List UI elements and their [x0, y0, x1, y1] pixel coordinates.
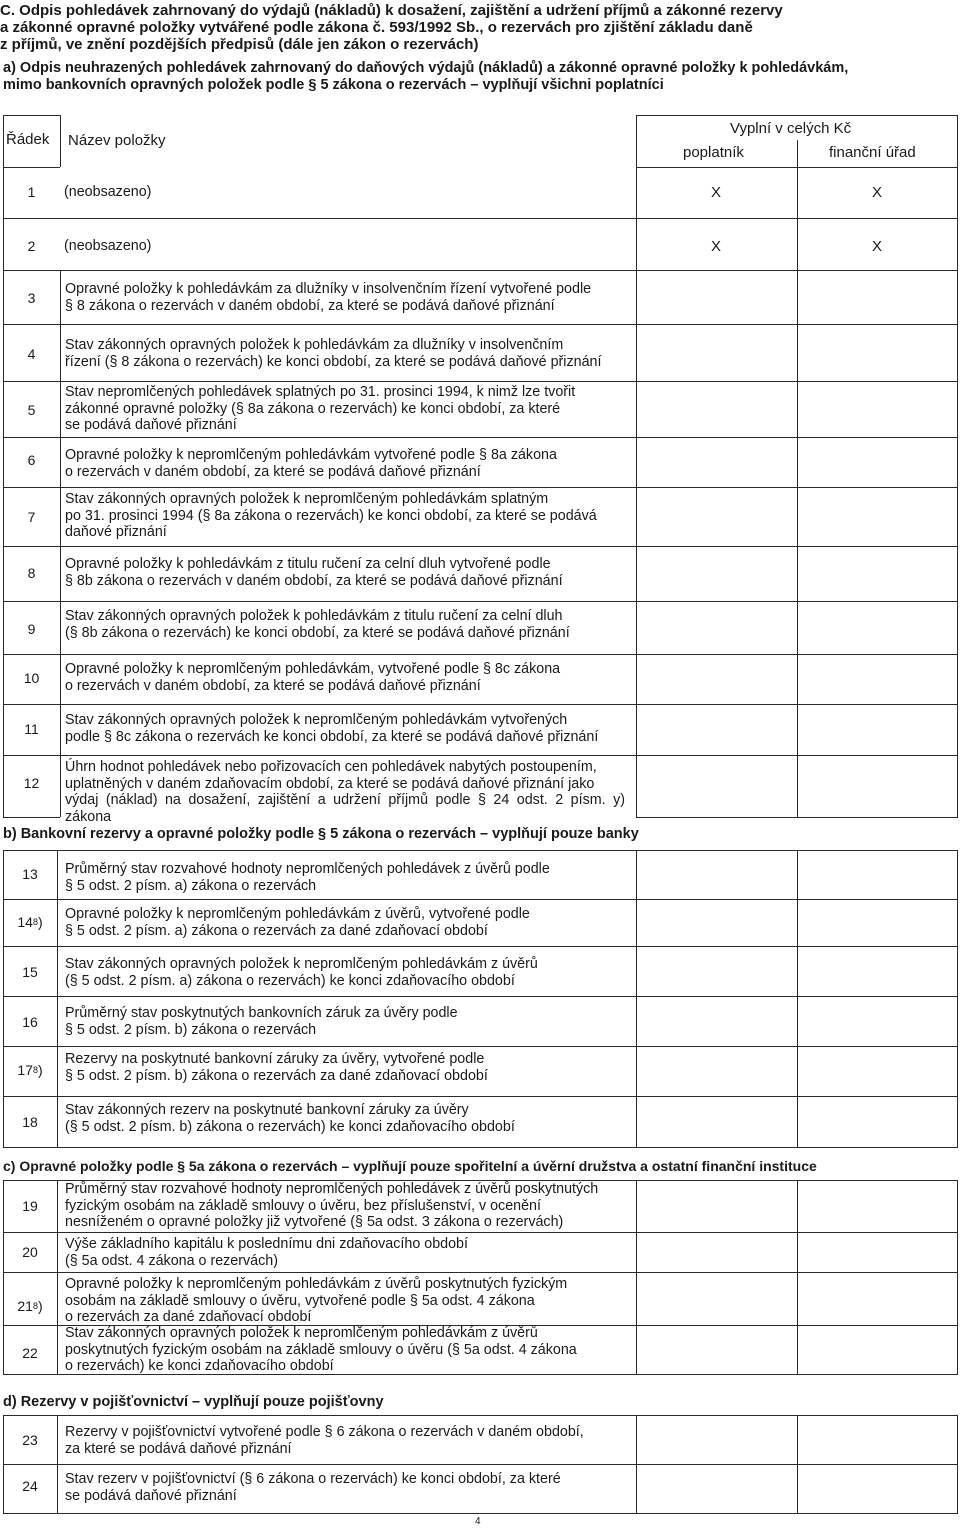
row-label-line: Stav zákonných opravných položek k nepromlčeným pohledávkám z úvěrů — [65, 956, 538, 972]
footnote-paren: ) — [37, 914, 43, 930]
heading-line-1: C. Odpis pohledávek zahrnovaný do výdajů (nákladů) k dosažení, zajištění a udržení příjmů a zákonné rezervy — [0, 2, 783, 19]
row-number-value: 21 — [17, 1298, 33, 1314]
row-label — [65, 1424, 625, 1457]
row-label-line: zákonné opravné položky (§ 8a zákona o rezervách) ke konci období, za které — [65, 400, 561, 417]
row-label-line: Stav zákonných opravných položek k pohledávkám za dlužníky v insolvenčním — [65, 337, 564, 353]
row-label-line: po 31. prosinci 1994 (§ 8a zákona o rezervách) ke konci období, za které se podává — [65, 507, 597, 524]
value-cell-financni-urad[interactable] — [798, 1181, 957, 1374]
row-label-line: Stav rezerv v pojišťovnictví (§ 6 zákona o rezervách) ke konci období, za které — [65, 1471, 561, 1487]
row-number: 22 — [22, 1345, 38, 1361]
row-number: 3 — [27, 290, 36, 306]
row-label-line: Stav zákonných opravných položek k pohledávkám z titulu ručení za celní dluh — [65, 608, 563, 624]
row-label-line: Stav zákonných opravných položek k nepromlčeným pohledávkám vytvořených — [65, 712, 568, 728]
row-label-line: Rezervy na poskytnuté bankovní záruky za úvěry, vytvořené podle — [65, 1051, 485, 1067]
row-number: 12 — [23, 775, 40, 791]
row-label — [65, 491, 625, 541]
table-a-header-top-right — [636, 115, 958, 116]
row-label — [65, 1325, 625, 1375]
row-label-line: se podává daňové přiznání — [65, 1487, 237, 1504]
row-number: 20 — [22, 1244, 38, 1260]
row-label-line: Opravné položky k nepromlčeným pohledávkám z úvěrů poskytnutých fyzickým — [65, 1276, 568, 1292]
row-number: 13 — [22, 866, 38, 882]
row-label-line: (§ 5 odst. 2 písm. b) zákona o rezervách) ke konci zdaňovacího období — [65, 1118, 515, 1135]
row-label-line: (§ 5 odst. 2 písm. a) zákona o rezervách) ke konci zdaňovacího období — [65, 972, 515, 989]
page-number: 4 — [475, 1516, 481, 1527]
table-a-header-bottom-right — [636, 167, 958, 168]
row-label-line: o rezervách v daném období, za které se podává daňové přiznání — [65, 463, 481, 480]
row-label-line: nesníženém o opravné položky již vytvořené (§ 5a odst. 3 zákona o rezervách) — [65, 1214, 564, 1231]
table-a-bottom-right — [636, 817, 958, 818]
footnote-ref: 8 — [32, 1301, 38, 1311]
table-a-num-divider — [60, 270, 61, 817]
table-a-bottom-left — [3, 817, 60, 818]
row-label-line: Opravné položky k nepromlčeným pohledávkám z úvěrů, vytvořené podle — [65, 906, 530, 922]
footnote-ref: 8 — [32, 1065, 38, 1075]
row-label — [65, 759, 625, 825]
section-c-title: c) Opravné položky podle § 5a zákona o rezervách – vyplňují pouze spořitelní a úvěrní družstva a ostatní finanční instituce — [3, 1158, 817, 1174]
table-c-num-divider — [57, 1180, 58, 1374]
row-number: 11 — [24, 721, 39, 737]
section-a-line-2: mimo bankovních opravných položek podle § 5 zákona o rezervách – vyplňují všichni poplatníci — [3, 77, 664, 93]
section-d-title: d) Rezervy v pojišťovnictví – vyplňují pouze pojišťovny — [3, 1394, 384, 1410]
footnote-paren: ) — [37, 1062, 43, 1078]
row-label-line: Výše základního kapitálu k poslednímu dni zdaňovacího období — [65, 1236, 468, 1252]
row-label — [65, 712, 625, 745]
row-label-line: výdaj (náklad) na dosažení, zajištění a udržení příjmů podle § 24 odst. 2 písm. y) zákona — [65, 792, 625, 825]
row-label-line: Opravné položky k pohledávkám za dlužníky v insolvenčním řízení vytvořené podle — [65, 281, 592, 297]
row-number: 5 — [27, 402, 36, 418]
row-label — [65, 1471, 625, 1504]
row-label-line: Průměrný stav poskytnutých bankovních záruk za úvěry podle — [65, 1005, 458, 1021]
table-b-bottom-border — [3, 1147, 958, 1148]
value-cell-poplatnik[interactable] — [637, 1416, 797, 1513]
row-number: 24 — [22, 1478, 38, 1494]
row-label — [65, 1181, 625, 1231]
table-a-right-border — [957, 115, 958, 817]
row-label-line: podle § 8c zákona o rezervách ke konci období, za které se podává daňové přiznání — [65, 728, 599, 745]
row-label-line: za které se podává daňové přiznání — [65, 1440, 292, 1457]
table-a-radek-divider — [60, 115, 61, 167]
header-financni-urad: finanční úřad — [829, 144, 916, 161]
row-label-line: (§ 8b zákona o rezervách) ke konci období, za které se podává daňové přiznání — [65, 624, 570, 641]
row-number — [3, 1058, 57, 1082]
row-label-line: uplatněných v daném zdaňovacím období, za které se podává daňové přiznání jako — [65, 775, 595, 792]
row-label — [65, 1005, 625, 1038]
row-number — [3, 1294, 57, 1318]
section-b-title: b) Bankovní rezervy a opravné položky podle § 5 zákona o rezervách – vyplňují pouze banky — [3, 826, 639, 842]
row-label-line: Průměrný stav rozvahové hodnoty nepromlčených pohledávek z úvěrů podle — [65, 861, 550, 877]
value-cell-poplatnik[interactable] — [637, 271, 797, 817]
row-label — [65, 906, 625, 939]
table-b-right-border — [957, 850, 958, 1148]
row-separator — [3, 218, 958, 219]
value-cell-poplatnik[interactable] — [637, 1181, 797, 1374]
row-label-line: § 5 odst. 2 písm. a) zákona o rezervách — [65, 877, 317, 894]
row-label-line: Opravné položky k nepromlčeným pohledávkám vytvořené podle § 8a zákona — [65, 447, 557, 463]
row-label-line: Stav nepromlčených pohledávek splatných po 31. prosinci 1994, k nimž lze tvořit — [65, 384, 576, 400]
cell-crossed-out: X — [711, 184, 722, 201]
row-label-line: § 8 zákona o rezervách v daném období, za které se podává daňové přiznání — [65, 297, 555, 314]
row-label-line: řízení (§ 8 zákona o rezervách) ke konci období, za které se podává daňové přiznání — [65, 353, 602, 370]
value-cell-poplatnik[interactable] — [637, 851, 797, 1147]
row-number: 23 — [22, 1432, 38, 1448]
value-cell-financni-urad[interactable] — [798, 271, 957, 817]
footnote-ref: 8 — [32, 917, 38, 927]
row-label — [65, 956, 625, 989]
row-label — [65, 608, 625, 641]
row-label-line: Rezervy v pojišťovnictví vytvořené podle § 6 zákona o rezervách v daném období, — [65, 1424, 584, 1440]
row-label-line: poskytnutých fyzickým osobám na základě smlouvy o úvěru (§ 5a odst. 4 zákona — [65, 1341, 577, 1358]
row-label-line: § 8b zákona o rezervách v daném období, za které se podává daňové přiznání — [65, 572, 563, 589]
row-label-line: § 5 odst. 2 písm. a) zákona o rezervách za dané zdaňovací období — [65, 922, 488, 939]
row-label-line: Opravné položky k pohledávkám z titulu ručení za celní dluh vytvořené podle — [65, 556, 551, 572]
header-poplatnik: poplatník — [683, 144, 744, 161]
table-a-top-border-left — [3, 115, 60, 116]
row-label: (neobsazeno) — [64, 184, 152, 200]
row-label-line: daňové přiznání — [65, 524, 167, 541]
section-a-line-1: a) Odpis neuhrazených pohledávek zahrnovaný do daňových výdajů (nákladů) a zákonné opravné položky k pohledávkám, — [3, 60, 849, 76]
section-a-title — [3, 60, 958, 94]
table-d-bottom-border — [3, 1513, 958, 1514]
row-label — [65, 337, 625, 370]
row-label-line: § 5 odst. 2 písm. b) zákona o rezervách za dané zdaňovací období — [65, 1067, 488, 1084]
row-label-line: Stav zákonných opravných položek k nepromlčeným pohledávkám z úvěrů — [65, 1325, 538, 1341]
row-number: 4 — [27, 346, 36, 362]
row-label-line: Stav zákonných rezerv na poskytnuté bankovní záruky za úvěry — [65, 1102, 469, 1118]
row-number-value: 17 — [17, 1062, 33, 1078]
row-number: 1 — [27, 184, 36, 200]
row-number: 16 — [22, 1014, 38, 1030]
form-section-heading — [0, 2, 960, 53]
row-label-line: o rezervách) ke konci zdaňovacího období — [65, 1358, 334, 1375]
row-number: 7 — [27, 509, 36, 525]
row-number-value: 14 — [17, 914, 33, 930]
row-label — [65, 1276, 625, 1326]
table-b-num-divider — [57, 850, 58, 1148]
header-nazev: Název položky — [68, 132, 166, 149]
cell-crossed-out: X — [872, 238, 883, 255]
row-number: 18 — [22, 1114, 38, 1130]
row-label — [65, 556, 625, 589]
row-label-line: o rezervách za dané zdaňovací období — [65, 1309, 312, 1326]
row-label-line: fyzickým osobám na základě smlouvy o úvěru, bez příslušenství, v ocenění — [65, 1197, 541, 1214]
cell-crossed-out: X — [711, 238, 722, 255]
cell-crossed-out: X — [872, 184, 883, 201]
row-number: 6 — [27, 452, 36, 468]
row-label: (neobsazeno) — [64, 238, 152, 254]
row-label-line: Opravné položky k nepromlčeným pohledávkám, vytvořené podle § 8c zákona — [65, 661, 561, 677]
table-b-left-border — [3, 850, 4, 1148]
table-a-header-bottom-left — [3, 167, 60, 168]
header-radek: Řádek — [6, 131, 50, 148]
row-label — [65, 861, 625, 894]
row-number: 15 — [22, 964, 38, 980]
row-label-line: (§ 5a odst. 4 zákona o rezervách) — [65, 1252, 278, 1269]
row-label — [65, 1051, 625, 1084]
row-label — [65, 1236, 625, 1269]
row-label — [65, 281, 625, 314]
heading-line-2: a zákonné opravné položky vytvářené podle zákona č. 593/1992 Sb., o rezervách pro zjištění základu daně — [0, 19, 753, 36]
row-label-line: Průměrný stav rozvahové hodnoty nepromlčených pohledávek z úvěrů poskytnutých — [65, 1181, 599, 1197]
row-number: 9 — [27, 621, 36, 637]
value-cell-financni-urad[interactable] — [798, 1416, 957, 1513]
row-label — [65, 447, 625, 480]
row-number: 10 — [23, 670, 40, 686]
row-label-line: se podává daňové přiznání — [65, 417, 237, 434]
row-label-line: § 5 odst. 2 písm. b) zákona o rezervách — [65, 1021, 317, 1038]
heading-line-3: z příjmů, ve znění pozdějších předpisů (dále jen zákon o rezervách) — [0, 36, 479, 53]
row-number: 2 — [27, 238, 36, 254]
row-number — [3, 910, 57, 934]
row-label-line: o rezervách v daném období, za které se podává daňové přiznání — [65, 677, 481, 694]
row-label-line: osobám na základě smlouvy o úvěru, vytvořené podle § 5a odst. 4 zákona — [65, 1292, 535, 1309]
table-c-right-border — [957, 1180, 958, 1374]
row-label — [65, 661, 625, 694]
value-cell-financni-urad[interactable] — [798, 851, 957, 1147]
row-number: 19 — [22, 1198, 38, 1214]
header-vyplni: Vyplní v celých Kč — [730, 120, 852, 137]
row-label-line: Úhrn hodnot pohledávek nebo pořizovacích cen pohledávek nabytých postoupením, — [65, 759, 597, 775]
row-label — [65, 1102, 625, 1135]
footnote-paren: ) — [37, 1298, 43, 1314]
row-number: 8 — [27, 565, 36, 581]
row-label — [65, 384, 625, 434]
row-label-line: Stav zákonných opravných položek k nepromlčeným pohledávkám splatným — [65, 491, 549, 507]
